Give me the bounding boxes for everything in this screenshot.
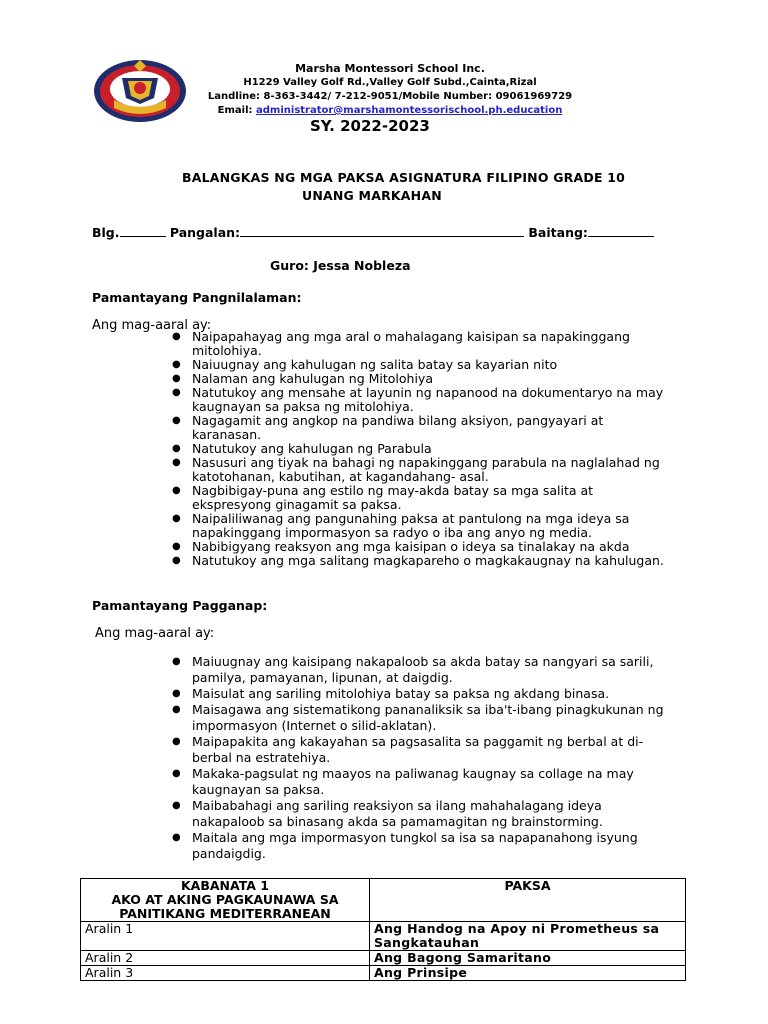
aralin-cell: Aralin 3 [81,966,370,981]
list-item: ● Maisulat ang sariling mitolohiya batay sa paksa ng akdang binasa. [172,686,610,701]
pagganap-heading: Pamantayang Pagganap: [92,598,268,613]
email-label: Email: [217,105,257,116]
teacher-name: Guro: Jessa Nobleza [270,258,411,273]
blg-blank[interactable] [120,225,166,237]
bullet-icon: ● [172,800,181,811]
list-item: ● Makaka-pagsulat ng maayos na paliwanag kaugnay sa collage na may kaugnayan sa paksa. [172,766,634,797]
school-year: SY. 2022-2023 [310,117,430,135]
paksa-header: PAKSA [370,879,686,922]
list-item: ● Naiuugnay ang kahulugan ng salita batay sa kayarian nito [172,357,558,372]
table-row [81,951,686,966]
kabanata-header: KABANATA 1 AKO AT AKING PAGKAUNAWA SA PANITIKANG MEDITERRANEAN [81,879,370,922]
bullet-icon: ● [172,359,181,370]
baitang-label: Baitang: [528,225,588,240]
table-header-row [81,879,686,922]
bullet-icon: ● [172,513,181,524]
bullet-icon: ● [172,555,181,566]
bullet-icon: ● [172,656,181,667]
list-item: ● Nabibigyang reaksyon ang mga kaisipan o ideya sa tinalakay na akda [172,539,630,554]
list-item: ● Nagagamit ang angkop na pandiwa bilang aksiyon, pangyayari at karanasan. [172,413,604,442]
list-item: ● Natutukoy ang mensahe at layunin ng napanood na dokumentaryo na may kaugnayan sa paksa ng mitolohiya. [172,385,664,414]
bullet-icon: ● [172,373,181,384]
bullet-icon: ● [172,541,181,552]
list-item: ● Natutukoy ang mga salitang magkapareho o magkakaugnay na kahulugan. [172,553,664,568]
aralin-cell: Aralin 1 [81,922,370,951]
student-info-fields [92,225,654,240]
bullet-icon: ● [172,331,181,342]
blg-label: Blg. [92,225,120,240]
bullet-icon: ● [172,832,181,843]
bullet-icon: ● [172,415,181,426]
bullet-icon: ● [172,443,181,454]
bullet-icon: ● [172,688,181,699]
list-item: ● Naipapahayag ang mga aral o mahalagang kaisipan sa napakinggang mitolohiya. [172,329,630,358]
list-item: ● Nasusuri ang tiyak na bahagi ng napakinggang parabula na naglalahad ng katotohanan, kabutihan, at kagandahang- asal. [172,455,660,484]
bullet-icon: ● [172,768,181,779]
kabanata-table [80,878,686,981]
pangnilalaman-heading: Pamantayang Pangnilalaman: [92,290,302,305]
school-email-line [190,104,590,118]
list-item: ● Maibabahagi ang sariling reaksiyon sa ilang mahahalagang ideya nakapaloob sa binasang akda sa pamamagitan ng brainstorming. [172,798,603,829]
school-contact: Landline: 8-363-3442/ 7-212-9051/Mobile Number: 09061969729 [207,91,573,102]
bullet-icon: ● [172,457,181,468]
document-title: BALANGKAS NG MGA PAKSA ASIGNATURA FILIPINO GRADE 10 [182,170,626,185]
school-name: Marsha Montessori School Inc. [295,62,485,75]
school-logo [92,58,188,124]
bullet-icon: ● [172,704,181,715]
email-link[interactable]: administrator@marshamontessorischool.ph.education [256,105,563,116]
list-item: ● Nagbibigay-puna ang estilo ng may-akda batay sa mga salita at ekspresyong ginagamit sa paksa. [172,483,594,512]
bullet-icon: ● [172,736,181,747]
pangalan-label: Pangalan: [169,225,241,240]
document-subtitle: UNANG MARKAHAN [302,188,442,203]
list-item: ● Maisagawa ang sistematikong pananaliksik sa iba't-ibang pinagkukunan ng impormasyon (Internet o silid-aklatan). [172,702,664,733]
list-item: ● Natutukoy ang kahulugan ng Parabula [172,441,432,456]
list-item: ● Maipapakita ang kakayahan sa pagsasalita sa paggamit ng berbal at di-berbal na estratehiya. [172,734,644,765]
pagganap-intro: Ang mag-aaral ay: [95,626,215,641]
baitang-blank[interactable] [588,225,654,237]
list-item: ● Nalaman ang kahulugan ng Mitolohiya [172,371,433,386]
aralin-cell: Aralin 2 [81,951,370,966]
list-item: ● Maiuugnay ang kaisipang nakapaloob sa akda batay sa nangyari sa sarili, pamilya, pamayanan, lipunan, at daigdig. [172,654,654,685]
list-item: ● Naipaliliwanag ang pangunahing paksa at pantulong na mga ideya sa napakinggang impormasyon sa radyo o iba ang anyo ng media. [172,511,630,540]
school-address: H1229 Valley Golf Rd.,Valley Golf Subd.,Cainta,Rizal [243,77,537,88]
list-item: ● Maitala ang mga impormasyon tungkol sa isa sa napapanahong isyung pandaigdig. [172,830,638,861]
table-row [81,966,686,981]
pangnilalaman-list [170,330,670,568]
bullet-icon: ● [172,387,181,398]
pagganap-list [170,654,670,862]
bullet-icon: ● [172,485,181,496]
paksa-cell: Ang Handog na Apoy ni Prometheus sa Sangkatauhan [370,922,686,951]
table-row [81,922,686,951]
pangalan-blank[interactable] [240,225,524,237]
paksa-cell: Ang Bagong Samaritano [370,951,686,966]
letterhead [190,62,590,118]
pangnilalaman-intro: Ang mag-aaral ay: [92,318,212,333]
paksa-cell: Ang Prinsipe [370,966,686,981]
